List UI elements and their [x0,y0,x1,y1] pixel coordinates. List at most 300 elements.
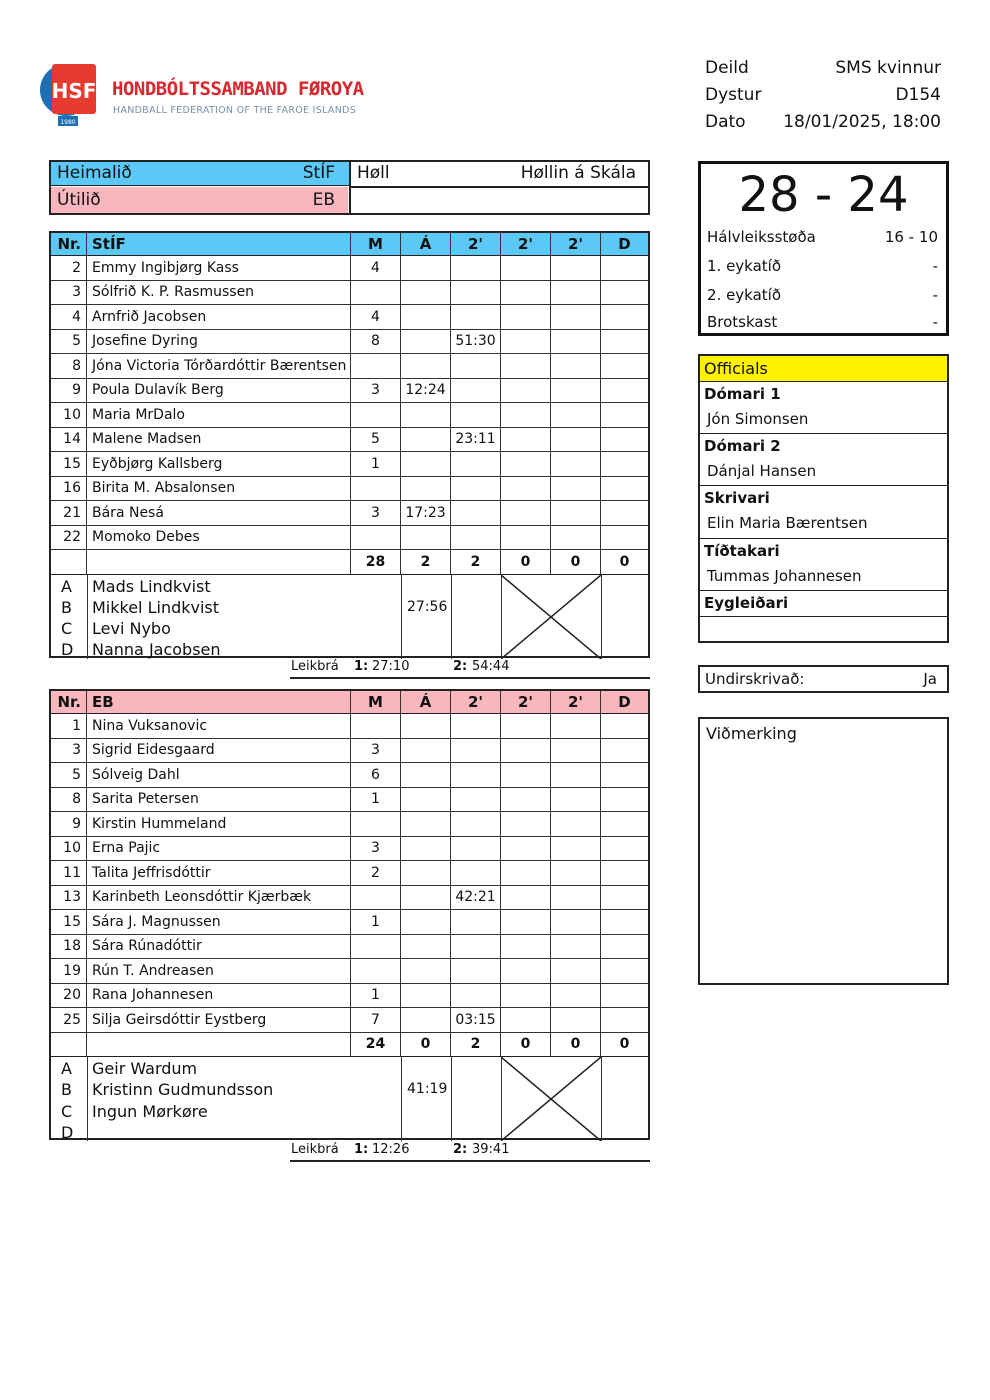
staff-letter: A [61,1059,72,1078]
player-stat [351,281,401,305]
staff-letter: B [61,597,72,617]
score-detail-value: 16 - 10 [884,228,938,246]
player-number: 14 [51,428,87,452]
signed-label: Undirskrivað: [705,670,805,688]
total-stat: 0 [619,553,630,570]
signed-row [698,665,949,693]
player-stat [401,526,451,550]
player-stat: 7 [351,1008,401,1032]
player-name: Rana Johannesen [87,984,351,1008]
official-name: Jón Simonsen [707,410,809,428]
player-row [51,812,648,837]
player-stat [551,526,601,550]
player-stat: 03:15 [451,1008,501,1032]
player-stat [501,379,551,403]
player-stat [501,935,551,959]
hall-value: Høllin á Skála [520,163,636,183]
score-detail-label: Hálvleiksstøða [707,228,816,246]
player-stat [451,379,501,403]
player-stat [601,910,648,934]
official-role: Dómari 2 [704,437,781,456]
player-stat [401,910,451,934]
meta-label: Dystur [705,85,762,105]
score-detail-value: - [932,313,938,331]
player-stat: 42:21 [451,886,501,910]
player-stat [601,330,648,354]
player-stat [551,403,601,427]
player-row [51,354,648,379]
player-stat [551,984,601,1008]
timeout-2-value: 39:41 [472,1142,510,1157]
player-stat [451,354,501,378]
player-stat: 5 [351,428,401,452]
timeout-underline [290,1160,650,1162]
staff-divider [601,1057,602,1141]
player-stat [351,714,401,738]
player-stat [601,837,648,861]
player-name: Maria MrDalo [87,403,351,427]
player-stat: 2 [351,861,401,885]
official-role: Eygleiðari [704,593,789,612]
player-stat [551,837,601,861]
player-stat [501,330,551,354]
player-name: Eyðbjørg Kallsberg [87,452,351,476]
player-stat: 17:23 [401,501,451,525]
away-label: Útilið [57,190,101,210]
score-detail-label: 1. eykatíð [707,257,782,275]
player-stat [551,379,601,403]
player-stat [551,330,601,354]
player-stat [601,526,648,550]
player-row [51,984,648,1009]
player-stat [501,1008,551,1032]
player-stat [451,935,501,959]
player-name: Sólveig Dahl [87,763,351,787]
player-stat [551,428,601,452]
player-stat [601,281,648,305]
player-stat [501,984,551,1008]
player-stat [601,935,648,959]
col-header-nr: Nr. [51,233,87,255]
player-number: 20 [51,984,87,1008]
player-stat [451,477,501,501]
player-number: 15 [51,910,87,934]
player-stat [551,861,601,885]
player-row [51,281,648,306]
staff-divider [401,1057,402,1141]
officials-panel [698,354,949,643]
official-block [700,591,947,617]
official-name: Tummas Johannesen [707,566,862,585]
player-number: 8 [51,354,87,378]
player-stat [451,763,501,787]
player-stat [351,403,401,427]
player-stat: 3 [351,379,401,403]
player-stat [551,763,601,787]
total-stat: 0 [501,1033,551,1057]
staff-divider [451,575,452,659]
player-stat [601,739,648,763]
player-number: 18 [51,935,87,959]
player-stat [401,477,451,501]
col-header-stat: 2' [501,233,551,255]
player-stat: 1 [351,984,401,1008]
timeout-1-value: 27:10 [372,659,410,674]
roster-header-row [51,233,648,256]
player-stat [401,714,451,738]
meta-row [705,110,941,137]
score-detail-row [707,286,938,304]
player-number: 5 [51,330,87,354]
totals-row [51,550,648,575]
timeout-1-value: 12:26 [372,1142,410,1157]
match-meta [705,56,941,137]
player-number: 16 [51,477,87,501]
staff-letter: A [61,576,72,596]
player-stat [601,428,648,452]
home-label: Heimalið [57,163,132,183]
player-name: Sára Rúnadóttir [87,935,351,959]
timeout-label: Leikbrá [291,659,339,674]
player-stat [401,256,451,280]
player-stat [551,501,601,525]
player-stat [601,477,648,501]
player-stat [501,354,551,378]
staff-name: Kristinn Gudmundsson [92,1080,274,1100]
score-detail-row [707,313,938,331]
player-row [51,305,648,330]
total-stat: 28 [351,550,401,574]
player-stat: 8 [351,330,401,354]
player-stat [551,477,601,501]
staff-name: Ingun Mørkøre [92,1101,208,1121]
player-stat [501,861,551,885]
total-stat: 0 [501,550,551,574]
staff-letter: C [61,1101,73,1121]
staff-letter: C [61,619,73,639]
player-name: Malene Madsen [87,428,351,452]
player-stat [601,354,648,378]
col-header-stat: 2' [551,233,601,255]
official-block [700,539,947,591]
col-header-nr: Nr. [51,691,87,713]
staff-name: Geir Wardum [92,1059,198,1078]
player-stat [451,910,501,934]
total-stat: 0 [551,550,601,574]
col-header-team: StÍF [87,233,351,255]
score-detail-row [707,257,938,275]
player-stat [551,354,601,378]
player-stat [501,452,551,476]
total-stat: 24 [351,1033,401,1057]
player-stat [401,330,451,354]
player-stat [601,714,648,738]
player-stat: 4 [351,305,401,329]
player-row [51,959,648,984]
player-row [51,526,648,551]
player-stat: 4 [351,256,401,280]
home-code: StÍF [302,163,335,183]
player-stat: 1 [351,910,401,934]
away-roster-table [49,689,650,1140]
player-stat [601,305,648,329]
player-stat [451,959,501,983]
player-stat [401,763,451,787]
col-header-stat: D [618,693,631,711]
player-row [51,837,648,862]
staff-name: Levi Nybo [92,619,171,639]
player-stat [451,452,501,476]
player-stat [501,739,551,763]
official-block [700,434,947,486]
player-number: 21 [51,501,87,525]
player-number: 15 [51,452,87,476]
col-header-stat: 2' [551,691,601,713]
home-team-row [51,162,648,188]
meta-label: Dato [705,112,746,132]
player-stat [401,739,451,763]
player-number: 8 [51,788,87,812]
staff-letter: B [61,1080,72,1100]
score-detail-value: - [932,257,938,275]
player-number: 19 [51,959,87,983]
timeout-2-value: 54:44 [472,659,510,674]
player-stat [451,714,501,738]
player-stat [401,886,451,910]
col-header-stat: M [351,233,401,255]
player-row [51,330,648,355]
totals-row [51,1033,648,1058]
staff-letter: D [61,640,74,660]
totals-label-cell [87,550,351,574]
player-row [51,428,648,453]
total-stat: 0 [619,1036,630,1053]
score-detail-label: Brotskast [707,313,778,331]
total-stat: 2 [401,550,451,574]
player-stat [601,379,648,403]
player-name: Erna Pajic [87,837,351,861]
total-stat: 2 [451,550,501,574]
col-header-stat: D [618,235,631,253]
player-stat [401,984,451,1008]
player-stat [601,788,648,812]
official-role: Skrivari [704,489,770,508]
player-stat [451,501,501,525]
player-stat [451,256,501,280]
staff-divider [87,1057,88,1141]
player-stat [551,959,601,983]
player-stat [501,256,551,280]
official-name: Elin Maria Bærentsen [707,514,868,533]
player-stat [601,403,648,427]
player-number: 9 [51,379,87,403]
player-stat [501,837,551,861]
logo-year: 1980 [60,119,76,126]
player-stat [601,861,648,885]
player-stat [601,812,648,836]
remarks-box [698,717,949,985]
col-header-stat: 2' [451,233,501,255]
staff-letter: D [61,1122,74,1142]
player-name: Jóna Victoria Tórðardóttir Bærentsen [87,354,351,378]
col-header-stat: 2' [501,691,551,713]
player-stat [501,477,551,501]
col-header-stat: 2' [451,691,501,713]
crossed-cell-icon [501,1057,601,1141]
player-name: Nina Vuksanovic [87,714,351,738]
player-row [51,256,648,281]
player-stat [351,354,401,378]
player-number: 3 [51,739,87,763]
signed-value: Ja [923,670,937,688]
official-name: Dánjal Hansen [707,462,817,481]
player-stat [401,281,451,305]
total-stat: 2 [451,1033,501,1057]
player-stat [551,281,601,305]
player-stat [551,714,601,738]
player-stat: 1 [351,452,401,476]
player-name: Momoko Debes [87,526,351,550]
player-name: Emmy Ingibjørg Kass [87,256,351,280]
player-stat [501,763,551,787]
meta-label: Deild [705,58,749,78]
player-stat [501,403,551,427]
officials-title: Officials [700,356,947,382]
player-stat: 3 [351,837,401,861]
player-row [51,1008,648,1033]
player-stat: 12:24 [401,379,451,403]
teams-header [49,160,650,215]
player-name: Sarita Petersen [87,788,351,812]
official-block [700,382,947,434]
official-block [700,486,947,538]
player-stat [551,788,601,812]
player-number: 1 [51,714,87,738]
player-stat [401,403,451,427]
player-name: Sigrid Eidesgaard [87,739,351,763]
player-stat [501,428,551,452]
player-number: 5 [51,763,87,787]
player-stat: 3 [351,739,401,763]
player-number: 11 [51,861,87,885]
staff-divider [451,1057,452,1141]
player-name: Karinbeth Leonsdóttir Kjærbæk [87,886,351,910]
player-name: Josefine Dyring [87,330,351,354]
meta-value: SMS kvinnur [835,58,941,78]
player-name: Poula Dulavík Berg [87,379,351,403]
score-box [698,161,949,336]
meta-row [705,83,941,110]
player-stat: 23:11 [451,428,501,452]
staff-name: Mikkel Lindkvist [92,597,220,617]
player-name: Birita M. Absalonsen [87,477,351,501]
official-name-empty [700,617,947,643]
player-row [51,739,648,764]
timeout-1-label: 1: [354,659,369,674]
player-stat [501,910,551,934]
hall-label: Høll [357,163,390,183]
col-header-stat: M [351,691,401,713]
score-detail-label: 2. eykatíð [707,286,782,304]
timeout-label: Leikbrá [291,1142,339,1157]
staff-name: Nanna Jacobsen [92,640,221,660]
player-stat [351,477,401,501]
player-stat [451,788,501,812]
player-stat [601,501,648,525]
player-row [51,935,648,960]
player-number: 22 [51,526,87,550]
player-row [51,403,648,428]
col-header-stat: Á [401,233,451,255]
totals-label-cell [87,1033,351,1057]
player-row [51,714,648,739]
player-stat [501,305,551,329]
player-stat [351,886,401,910]
player-row [51,379,648,404]
player-stat [401,1008,451,1032]
player-number: 10 [51,403,87,427]
player-stat [351,959,401,983]
federation-name: HONDBÓLTSSAMBAND FØROYA [112,78,364,100]
player-row [51,910,648,935]
player-stat [451,861,501,885]
player-stat [401,861,451,885]
player-stat [551,305,601,329]
player-stat [551,1008,601,1032]
timeout-underline [290,677,650,679]
roster-header-row [51,691,648,714]
staff-name: Mads Lindkvist [92,576,211,596]
player-stat: 3 [351,501,401,525]
score-detail-value: - [932,286,938,304]
player-stat [501,526,551,550]
player-stat [401,935,451,959]
player-name: Bára Nesá [87,501,351,525]
player-stat [501,501,551,525]
player-number: 4 [51,305,87,329]
player-stat [551,256,601,280]
player-stat [401,788,451,812]
player-stat [401,452,451,476]
player-row [51,788,648,813]
player-stat [601,886,648,910]
player-stat [601,984,648,1008]
player-name: Rún T. Andreasen [87,959,351,983]
col-header-stat: Á [401,691,451,713]
player-stat [451,403,501,427]
player-row [51,477,648,502]
player-stat [451,812,501,836]
player-stat [551,452,601,476]
staff-divider [401,575,402,659]
federation-subtitle: HANDBALL FEDERATION OF THE FAROE ISLANDS [113,105,357,116]
staff-divider [87,575,88,659]
player-stat [551,886,601,910]
crossed-cell-icon [501,575,601,659]
player-row [51,452,648,477]
player-stat [551,935,601,959]
player-stat [451,837,501,861]
player-stat [401,305,451,329]
player-stat [551,812,601,836]
player-name: Sólfrið K. P. Rasmussen [87,281,351,305]
total-stat: 0 [401,1033,451,1057]
player-row [51,763,648,788]
player-stat [601,256,648,280]
timeout-2-label: 2: [453,1142,468,1157]
player-number: 13 [51,886,87,910]
player-stat [501,886,551,910]
